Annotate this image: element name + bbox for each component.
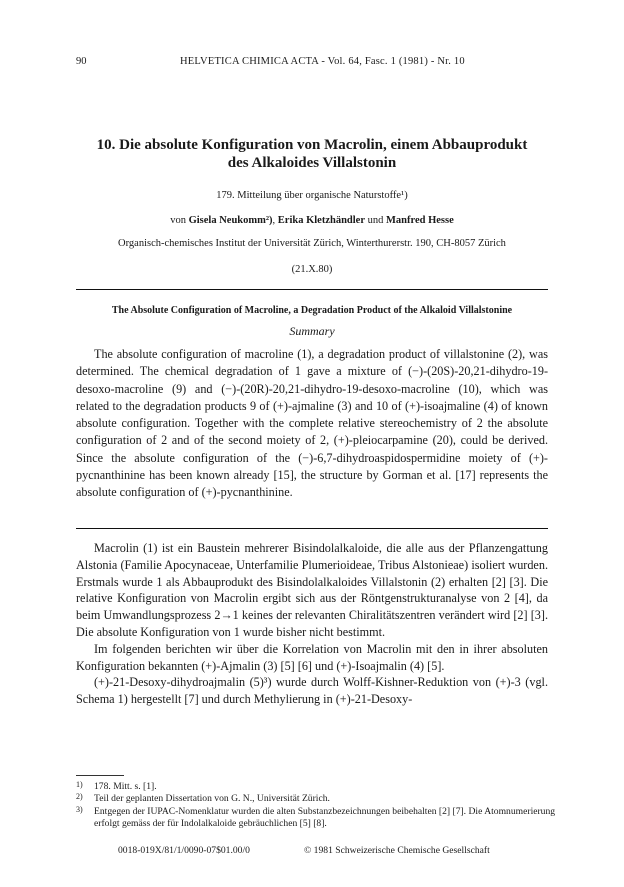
authors-prefix: von [170, 215, 189, 226]
author-line [60, 215, 564, 226]
title-line-2: des Alkaloides Villalstonin [227, 155, 397, 171]
author-3: Manfred Hesse [386, 215, 454, 226]
page-number: 90 [76, 56, 87, 67]
top-rule [76, 289, 548, 290]
summary-paragraph: The absolute configuration of macroline (1), a degradation product of villalstonine (2), was determined. The chemical degradation of 1 gave a mixture of (−)-(20S)-20,21-dihydro-19-desoxo-macroline (9) and (−)-(20R)-20,21-dihydro-19-desoxo-macroline (10), which was related to the degradation products 9 of (+)-ajmaline (3) and 10 of (+)-isoajmaline (4) of known absolute configuration. Together with the complete relative stereochemistry of 2 the absolute configuration of 2 and of the second moiety of 2, (+)-pleiocarpamine (20), could be derived. Since the absolute configuration of the (−)-6,7-dihydroaspidospermidine moiety of (+)-pycnanthinine has been known already [15], the structure by Gorman et al. [17] represents the absolute configuration of (+)-pycnanthinine. [76, 347, 548, 500]
author-2: Erika Kletzhändler [277, 215, 365, 226]
copyright: © 1981 Schweizerische Chemische Gesellschaft [304, 845, 490, 856]
footnote [76, 781, 556, 793]
running-head [76, 56, 548, 70]
journal-header: HELVETICA CHIMICA ACTA - Vol. 64, Fasc. 1 (1981) - Nr. 10 [180, 56, 465, 67]
footnotes [76, 781, 556, 830]
footnote [76, 793, 556, 805]
body-paragraph-2: Im folgenden berichten wir über die Korrelation von Macrolin mit den in ihrer absoluten Konfiguration bekannten (+)-Ajmalin (3) [5] [6] und (+)-Isoajmalin (4) [5]. [76, 641, 548, 673]
article-subtitle: 179. Mitteilung über organische Naturstoffe¹) [216, 190, 408, 201]
article-code: 0018-019X/81/1/0090-07$01.00/0 [118, 845, 250, 856]
received-date: (21.X.80) [291, 264, 333, 275]
footnote-text: Entgegen der IUPAC-Nomenklatur wurden die alten Substanzbezeichnungen beibehalten [2] [7]. Die Atomnumerierung erfolgt gemäss der für Indolalkaloide gebräuchlichen [5] [8]. [94, 805, 556, 829]
body-paragraph-1: Macrolin (1) ist ein Baustein mehrerer Bisindolalkaloide, die alle aus der Pflanzengattung Alstonia (Familie Apocynaceae, Unterfamilie Plumerioideae, Tribus Alstonieae) isoliert wurden. Erstmals wurde 1 als Abbauprodukt des Bisindolalkaloides Villalstonin (2) erhalten [2] [3]. Die relative Konfiguration von Macrolin ergibt sich aus der Röntgenstrukturanalyse von 2 [4], da beim Umwandlungsprozess 2→1 keines der relevanten Chiralitätszentren verändert wird [2] [3]. Die absolute Konfiguration von 1 wurde bisher nicht bestimmt. [76, 541, 548, 639]
author-1: Gisela Neukomm²) [188, 215, 273, 226]
summary-text [76, 346, 548, 502]
english-title: The Absolute Configuration of Macroline, a Degradation Product of the Alkaloid Villalstonine [111, 305, 513, 316]
article-title [80, 136, 544, 172]
summary-bottom-rule [76, 528, 548, 529]
footnote-marker: 1) [76, 780, 83, 789]
body-text [76, 540, 548, 708]
author-separator: , [272, 215, 278, 226]
footnote-marker: 2) [76, 792, 83, 802]
footnote-text: 178. Mitt. s. [1]. [94, 781, 157, 792]
institute: Organisch-chemisches Institut der Universität Zürich, Winterthurerstr. 190, CH-8057 Zürich [118, 238, 506, 249]
title-line-1: 10. Die absolute Konfiguration von Macrolin, einem Abbauprodukt [96, 137, 528, 153]
summary-heading: Summary [289, 324, 335, 338]
footnote [76, 806, 556, 831]
body-paragraph-3: (+)-21-Desoxy-dihydroajmalin (5)³) wurde durch Wolff-Kishner-Reduktion von (+)-3 (vgl. Schema 1) hergestellt [7] und durch Methylierung in (+)-21-Desoxy- [76, 675, 548, 707]
author-and: und [365, 215, 386, 226]
footnote-text: Teil der geplanten Dissertation von G. N., Universität Zürich. [94, 793, 330, 805]
footnote-marker: 3) [76, 804, 83, 814]
footnote-rule [76, 775, 124, 776]
